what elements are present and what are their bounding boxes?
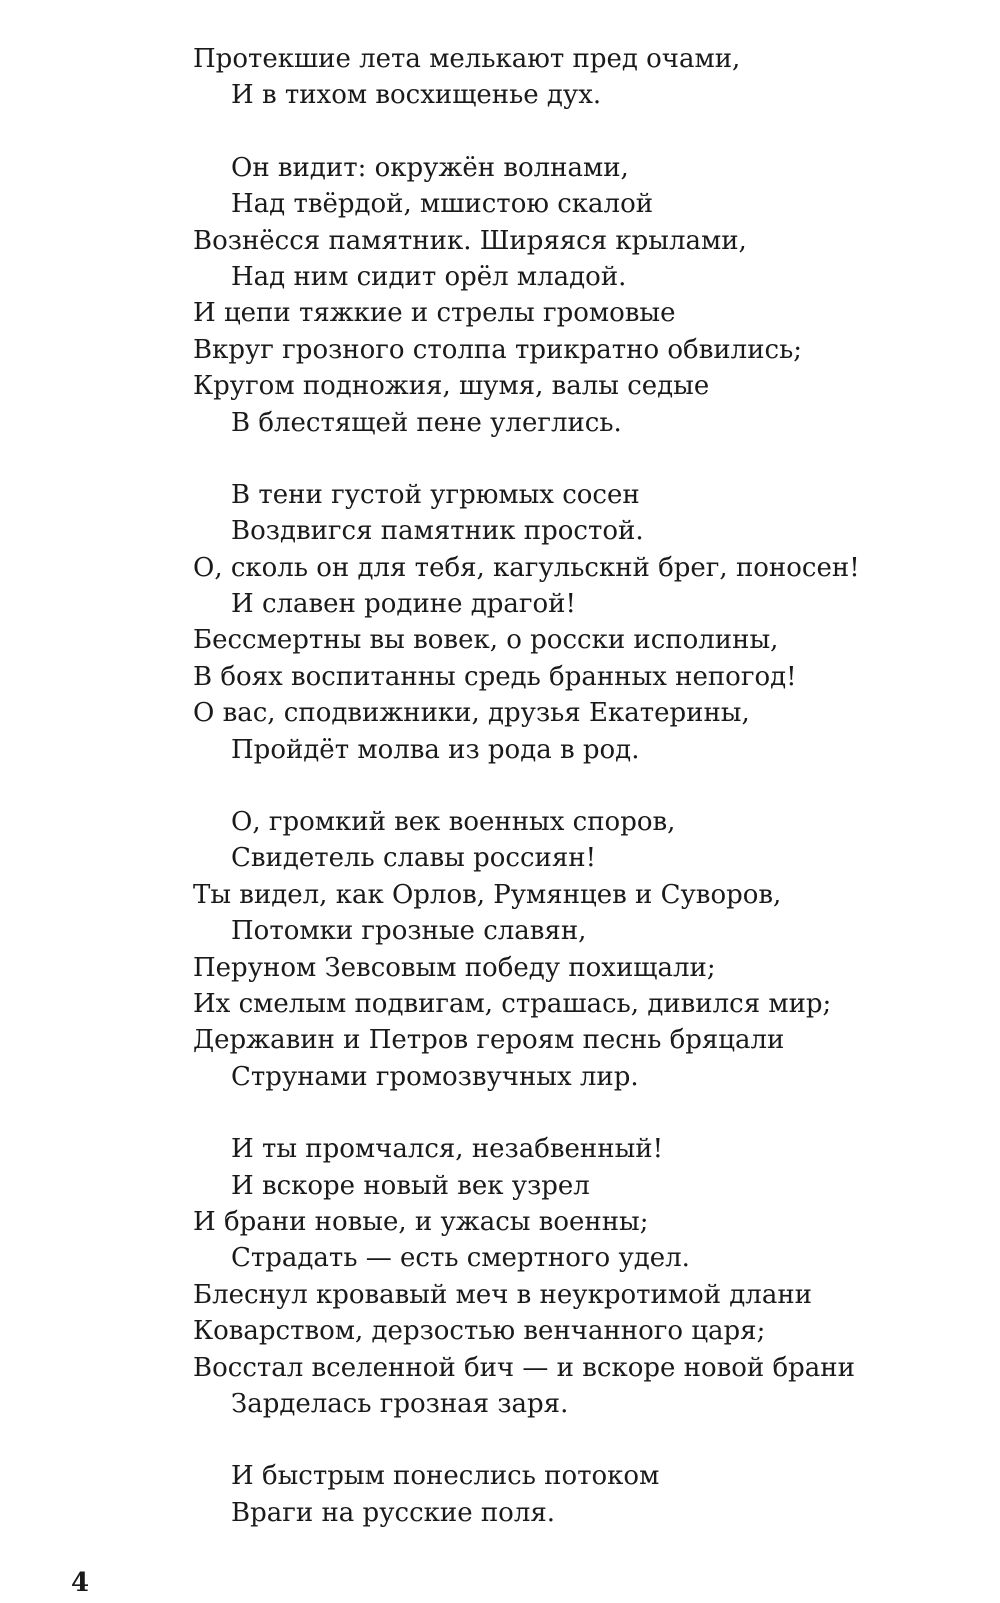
poem-line: О, громкий век военных споров,	[231, 807, 676, 838]
poem-line: О вас, сподвижники, друзья Екатерины,	[193, 698, 750, 729]
poem-line: И цепи тяжкие и стрелы громовые	[193, 298, 676, 329]
poem-line: И ты промчался, незабвенный!	[231, 1134, 664, 1165]
poem-line: И вскоре новый век узрел	[231, 1170, 590, 1201]
stanza	[193, 477, 953, 768]
poem-line: Их смелым подвигам, страшась, дивился мир;	[193, 988, 832, 1019]
poem-line: Восстал вселенной бич — и вскоре новой брани	[193, 1352, 855, 1383]
poem-line: Перуном Зевсовым победу похищали;	[193, 952, 716, 983]
poem-line: В тени густой угрюмых сосен	[231, 479, 640, 510]
stanza	[193, 41, 953, 114]
poem-line: Кругом подножия, шумя, валы седые	[193, 371, 710, 402]
poem-line: Бессмертны вы вовек, о росски исполины,	[193, 625, 779, 656]
poem-line: И в тихом восхищенье дух.	[231, 80, 602, 111]
poem-line: Ты видел, как Орлов, Румянцев и Суворов,	[193, 879, 782, 910]
poem-line: Пройдёт молва из рода в род.	[231, 734, 640, 765]
poem-line: Враги на русские поля.	[231, 1497, 556, 1528]
stanza	[193, 1458, 953, 1531]
poem-line: Протекшие лета мелькают пред очами,	[193, 44, 741, 74]
poem-line: Воздвигся памятник простой.	[231, 516, 644, 547]
poem-line: Коварством, дерзостью венчанного царя;	[193, 1316, 766, 1347]
poem-line: Зарделась грозная заря.	[231, 1388, 569, 1419]
page-number: 4	[71, 1568, 90, 1598]
poem-line: И брани новые, и ужасы военны;	[193, 1206, 649, 1237]
poem-text	[193, 41, 953, 1567]
poem-line: И славен родине драгой!	[231, 589, 576, 620]
poem-line: Над ним сидит орёл младой.	[231, 261, 627, 292]
poem-line: Вознёсся памятник. Ширяяся крылами,	[193, 225, 747, 256]
poem-line: И быстрым понеслись потоком	[231, 1461, 660, 1492]
stanza	[193, 150, 953, 441]
stanza	[193, 1131, 953, 1422]
poem-line: Свидетель славы россиян!	[231, 843, 597, 874]
poem-line: О, сколь он для тебя, кагульскнй брег, поносен!	[193, 552, 860, 583]
poem-line: Потомки грозные славян,	[231, 916, 587, 947]
poem-line: В боях воспитанны средь бранных непогод!	[193, 661, 797, 692]
poem-line: В блестящей пене улеглись.	[231, 407, 622, 438]
poem-line: Он видит: окружён волнами,	[231, 152, 629, 183]
poem-line: Вкруг грозного столпа трикратно обвились;	[193, 334, 802, 365]
stanza	[193, 804, 953, 1095]
poem-line: Страдать — есть смертного удел.	[231, 1243, 690, 1274]
poem-line: Блеснул кровавый меч в неукротимой длани	[193, 1279, 812, 1310]
poem-line: Державин и Петров героям песнь бряцали	[193, 1025, 785, 1056]
poem-line: Струнами громозвучных лир.	[231, 1061, 639, 1092]
poem-line: Над твёрдой, мшистою скалой	[231, 189, 654, 220]
